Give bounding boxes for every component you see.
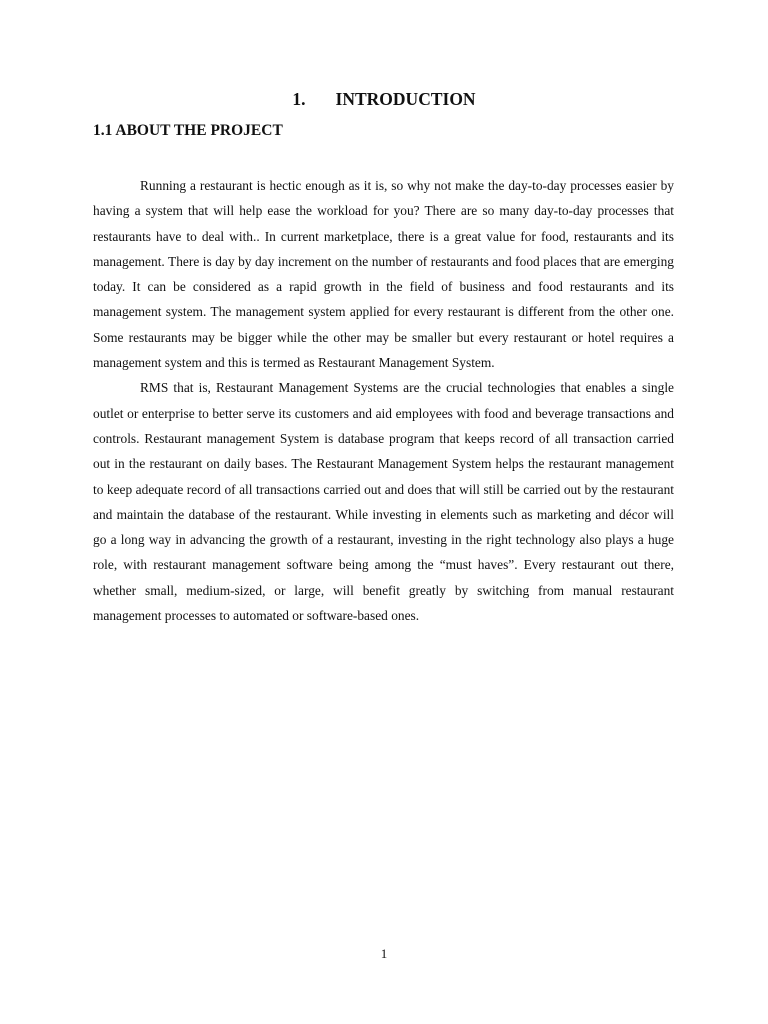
paragraph-intro: Running a restaurant is hectic enough as it is, so why not make the day-to-day processes easier by having a system that will help ease the workload for you? There are so many day-to-day processes that restaurants have to deal with.. In current marketplace, there is a great value for food, restaurants and its management. There is day by day increment on the number of restaurants and food places that are emerging today. It can be considered as a rapid growth in the field of business and food restaurants and its management system. The management system applied for every restaurant is different from the other one. Some restaurants may be bigger while the other may be smaller but every restaurant or hotel requires a management system and this is termed as Restaurant Management System. (93, 178, 674, 371)
chapter-heading (0, 88, 768, 110)
section-heading: 1.1 ABOUT THE PROJECT (93, 122, 283, 139)
page-number: 1 (380, 946, 388, 961)
paragraph-rms: RMS that is, Restaurant Management Systems are the crucial technologies that enables a single outlet or enterprise to better serve its customers and aid employees with food and beverage transactions and controls. Restaurant management System is database program that keeps record of all transaction carried out in the restaurant on daily bases. The Restaurant Management System helps the restaurant management to keep adequate record of all transactions carried out and does that will still be carried out by the restaurant and maintain the database of the restaurant. While investing in elements such as marketing and décor will go a long way in advancing the growth of a restaurant, investing in the right technology also plays a huge role, with restaurant management software being among the “must haves”. Every restaurant out there, whether small, medium-sized, or large, will benefit greatly by switching from manual restaurant management processes to automated or software-based ones. (93, 380, 674, 624)
body-text (93, 173, 674, 628)
chapter-number: 1. (292, 89, 306, 109)
chapter-title: INTRODUCTION (335, 89, 476, 109)
